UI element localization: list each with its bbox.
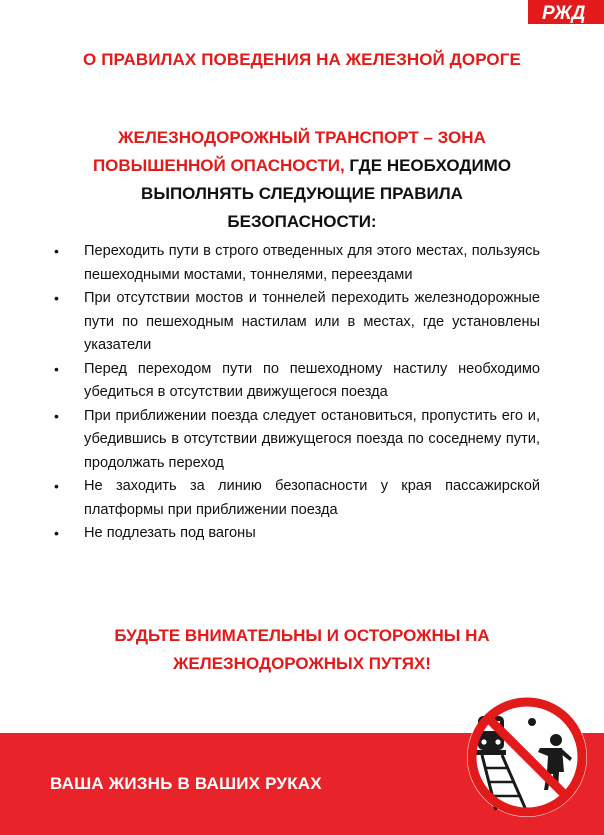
warning-necessary-text: ГДЕ НЕОБХОДИМО xyxy=(344,156,512,175)
list-item xyxy=(48,240,540,287)
no-walking-on-tracks-icon xyxy=(464,694,590,825)
rzd-logo-icon xyxy=(528,0,604,24)
bullet-icon: • xyxy=(54,360,59,377)
rule-text: Перед переходом пути по пешеходному настилу необходимо убедиться в отсутствии движущегося поезда xyxy=(84,360,540,400)
rule-text: Переходить пути в строго отведенных для этого местах, пользуясь пешеходными мостами, тоннелями, переездами xyxy=(84,243,540,283)
bullet-icon: • xyxy=(54,243,59,259)
list-item xyxy=(48,522,540,546)
list-item xyxy=(48,475,540,522)
safety-rules-list xyxy=(48,240,540,546)
bullet-icon: • xyxy=(54,290,59,306)
bullet-icon: • xyxy=(54,478,59,494)
warning-line-1: ЖЕЛЕЗНОДОРОЖНЫЙ ТРАНСПОРТ – ЗОНА xyxy=(118,128,486,147)
svg-text:РЖД: РЖД xyxy=(542,3,586,24)
list-item xyxy=(48,287,540,358)
rule-text: Не подлезать под вагоны xyxy=(84,525,256,541)
rule-text: Не заходить за линию безопасности у края пассажирской платформы при приближении поезда xyxy=(84,478,540,518)
warning-line-2 xyxy=(40,152,564,180)
warning-heading xyxy=(40,124,564,236)
footer-slogan: ВАША ЖИЗНЬ В ВАШИХ РУКАХ xyxy=(50,774,322,793)
list-item xyxy=(48,405,540,476)
rule-text: При приближении поезда следует остановиться, пропустить его и, убедившись в отсутствии движущегося поезда по соседнему пути, продолжать переход xyxy=(84,407,540,471)
warning-line-4: БЕЗОПАСНОСТИ: xyxy=(227,212,377,231)
closing-line-2: ЖЕЛЕЗНОДОРОЖНЫХ ПУТЯХ! xyxy=(173,654,431,673)
bullet-icon: • xyxy=(54,407,59,424)
list-item xyxy=(48,358,540,405)
rule-text: При отсутствии мостов и тоннелей переходить железнодорожные пути по пешеходным настилам или в местах, где установлены указатели xyxy=(84,290,540,353)
closing-line-1: БУДЬТЕ ВНИМАТЕЛЬНЫ И ОСТОРОЖНЫ НА xyxy=(114,626,490,645)
warning-danger-text: ПОВЫШЕННОЙ ОПАСНОСТИ, xyxy=(92,156,345,175)
bullet-icon: • xyxy=(54,525,59,541)
warning-line-3: ВЫПОЛНЯТЬ СЛЕДУЮЩИЕ ПРАВИЛА xyxy=(141,184,463,203)
page-title: О ПРАВИЛАХ ПОВЕДЕНИЯ НА ЖЕЛЕЗНОЙ ДОРОГЕ xyxy=(83,50,521,69)
closing-warning xyxy=(40,622,564,678)
